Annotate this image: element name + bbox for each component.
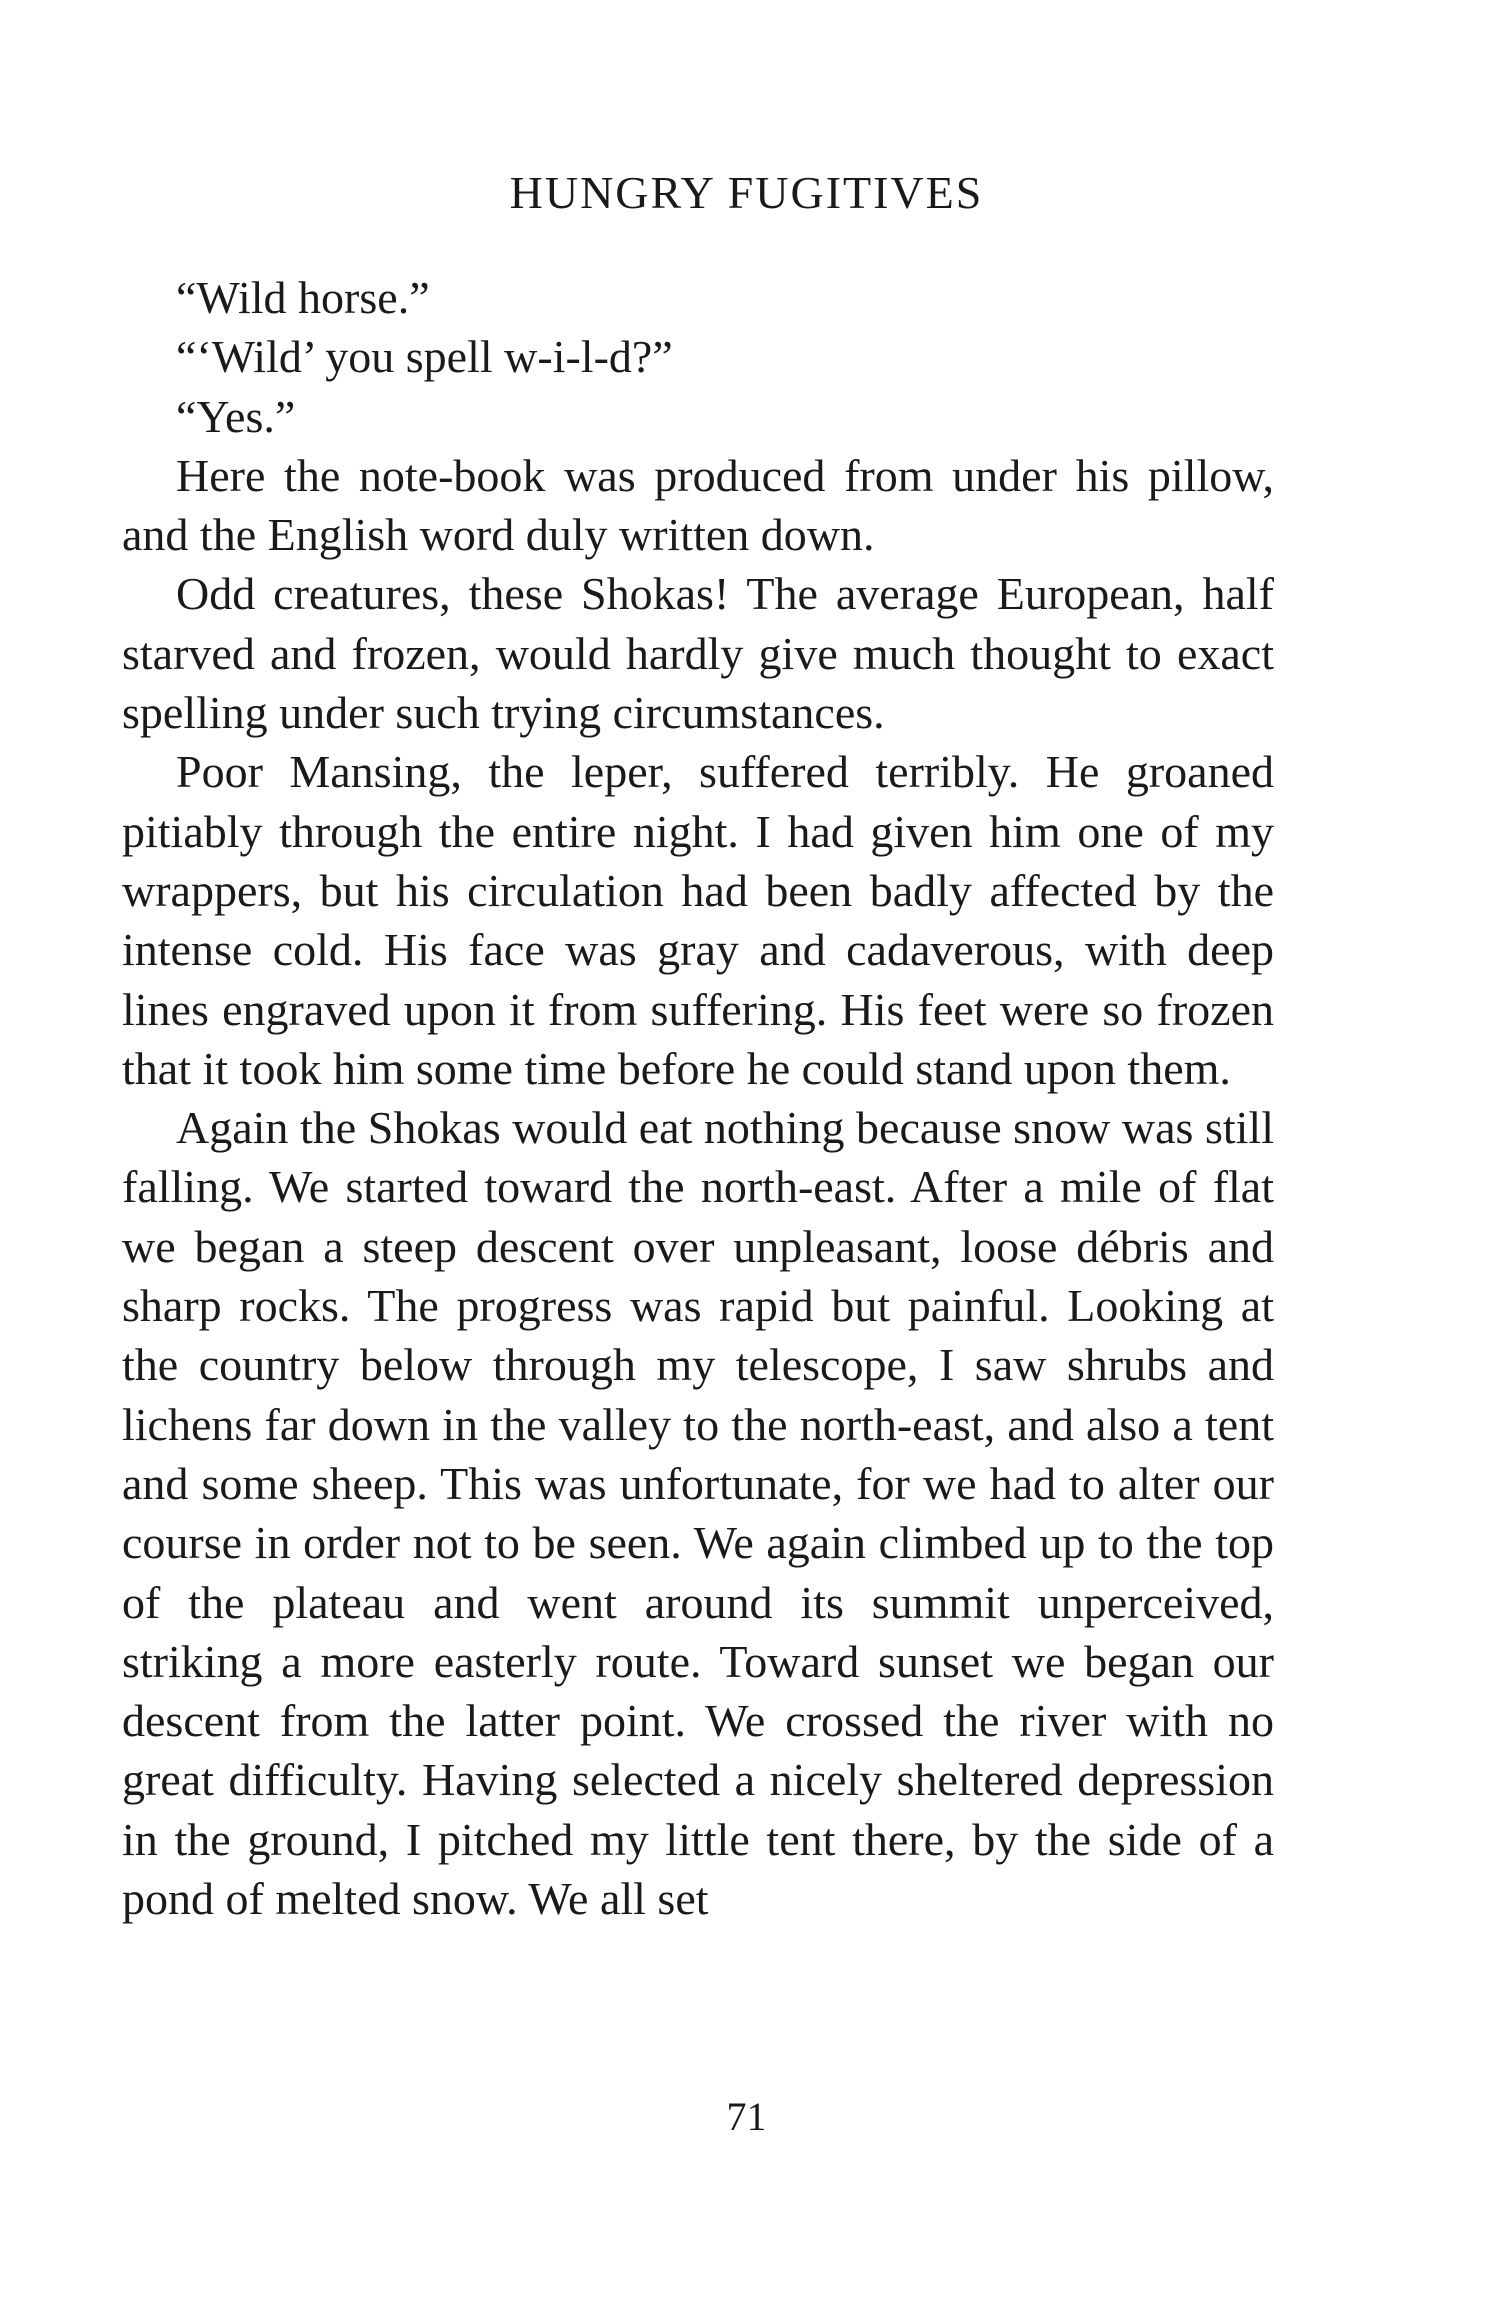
paragraph-2: “‘Wild’ you spell w-i-l-d?” [176, 331, 673, 383]
paragraph-3: “Yes.” [176, 390, 296, 442]
running-head: HUNGRY FUGITIVES [509, 167, 984, 218]
paragraph-4: Here the note-book was produced from under his pillow, and the English word duly written down. [122, 449, 1274, 561]
paragraph-6: Poor Mansing, the leper, suffered terribly. He groaned pitiably through the entire night. I had given him one of my wrappers, but his circulation had been badly affected by the intense cold. His face was gray and cadaverous, with deep lines engraved upon it from suffering. His feet were so frozen that it took him some time before he could stand upon them. [122, 746, 1274, 1094]
paragraph-7: Again the Shokas would eat nothing because snow was still falling. We started toward the north-east. After a mile of flat we began a steep descent over unpleasant, loose débris and sharp rocks. The progress was rapid but painful. Looking at the country below through my telescope, I saw shrubs and lichens far down in the valley to the north-east, and also a tent and some sheep. This was unfortunate, for we had to alter our course in order not to be seen. We again climbed up to the top of the plateau and went around its summit unperceived, striking a more easterly route. Toward sunset we began our descent from the latter point. We crossed the river with no great difficulty. Having selected a nicely sheltered depression in the ground, I pitched my little tent there, by the side of a pond of melted snow. We all set [122, 1102, 1274, 1925]
paragraph-5: Odd creatures, these Shokas! The average European, half starved and frozen, would hardly give much thought to exact spelling under such trying circumstances. [122, 568, 1274, 739]
page-number: 71 [726, 2094, 767, 2139]
paragraph-1: “Wild horse.” [176, 272, 430, 323]
body-text [122, 268, 1274, 1928]
